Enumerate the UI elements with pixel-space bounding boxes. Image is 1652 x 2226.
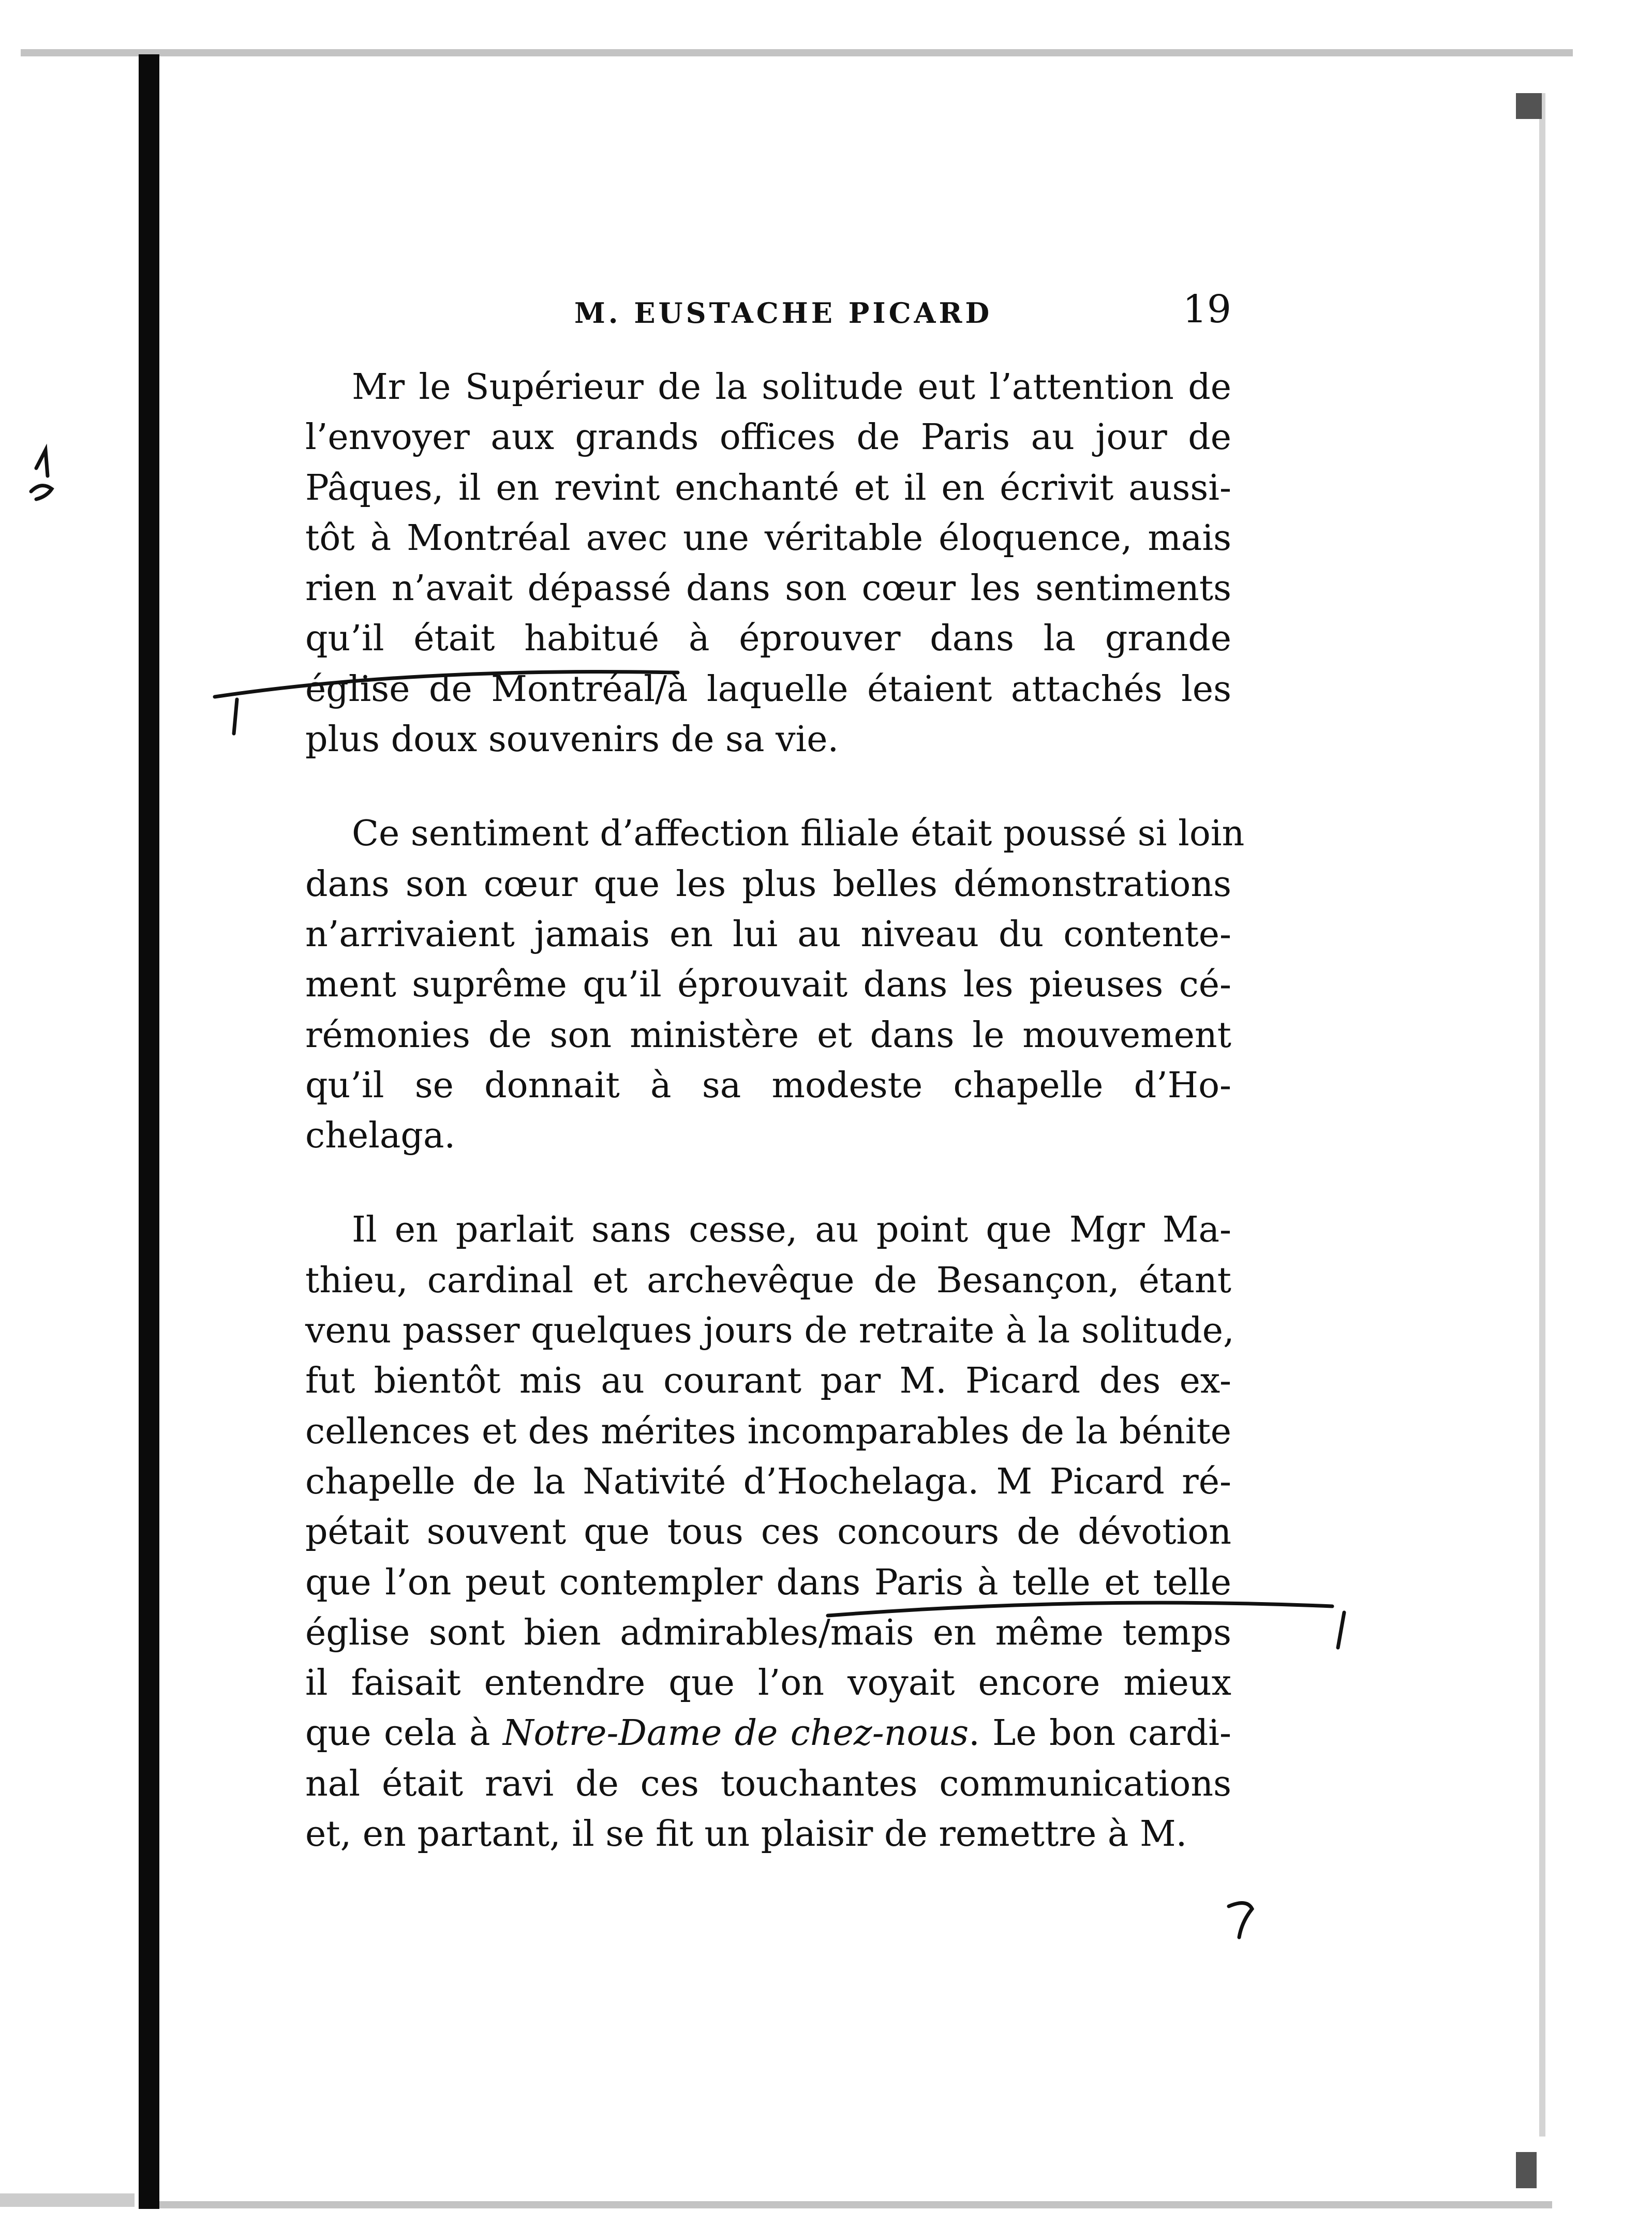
- text-line: chelaga.: [305, 1115, 456, 1157]
- text-line: église sont bien admirables/mais en même temps: [305, 1612, 1231, 1653]
- text-line: qu’il se donnait à sa modeste chapelle d’Ho-: [305, 1065, 1231, 1106]
- paragraph-2: [305, 809, 1245, 1161]
- binding-edge: [139, 54, 159, 2209]
- text-line: église de Montréal/à laquelle étaient attachés les: [305, 668, 1231, 710]
- text-line: chapelle de la Nativité d’Hochelaga. M Picard ré-: [305, 1461, 1231, 1502]
- text-run: que cela à: [305, 1713, 503, 1754]
- text-line: Mr le Supérieur de la solitude eut l’attention de: [352, 367, 1231, 408]
- text-line: que l’on peut contempler dans Paris à telle et telle: [305, 1562, 1231, 1603]
- text-line: nal était ravi de ces touchantes communications: [305, 1763, 1231, 1804]
- text-line: Pâques, il en revint enchanté et il en écrivit aussi-: [305, 467, 1231, 509]
- text-line: fut bientôt mis au courant par M. Picard des ex-: [305, 1361, 1231, 1402]
- paragraph-3: [305, 1205, 1234, 1859]
- paragraph-1: [305, 362, 1231, 765]
- page-header: [305, 287, 1231, 339]
- text-line: il faisait entendre que l’on voyait encore mieux: [305, 1663, 1231, 1704]
- text-line: l’envoyer aux grands offices de Paris au jour de: [305, 417, 1231, 458]
- body-text: [305, 362, 1245, 1859]
- text-line: cellences et des mérites incomparables de la bénite: [305, 1411, 1231, 1452]
- page-number: 19: [1182, 287, 1231, 332]
- text-run: . Le bon cardi-: [969, 1713, 1232, 1754]
- text-line: rien n’avait dépassé dans son cœur les sentiments: [305, 568, 1231, 609]
- text-line: Ce sentiment d’affection filiale était poussé si loin: [352, 813, 1245, 855]
- text-line: venu passer quelques jours de retraite à la solitude,: [305, 1310, 1234, 1352]
- text-line: thieu, cardinal et archevêque de Besançon, étant: [305, 1260, 1231, 1301]
- text-line: plus doux souvenirs de sa vie.: [305, 719, 839, 760]
- text-line: dans son cœur que les plus belles démonstrations: [305, 863, 1231, 905]
- text-line: tôt à Montréal avec une véritable éloquence, mais: [305, 517, 1231, 559]
- text-line: pétait souvent que tous ces concours de dévotion: [305, 1512, 1231, 1553]
- text-line: rémonies de son ministère et dans le mouvement: [305, 1014, 1231, 1056]
- text-line: ment suprême qu’il éprouvait dans les pieuses cé-: [305, 964, 1231, 1006]
- italic-title: Notre-Dame de chez-nous: [502, 1713, 969, 1754]
- text-line-with-italic: [305, 1708, 1231, 1758]
- text-line: n’arrivaient jamais en lui au niveau du contente-: [305, 914, 1231, 955]
- text-line: Il en parlait sans cesse, au point que Mgr Ma-: [352, 1209, 1231, 1251]
- text-line: qu’il était habitué à éprouver dans la grande: [305, 618, 1231, 660]
- running-head: M. EUSTACHE PICARD: [574, 296, 993, 330]
- text-line: et, en partant, il se fit un plaisir de remettre à M.: [305, 1814, 1187, 1855]
